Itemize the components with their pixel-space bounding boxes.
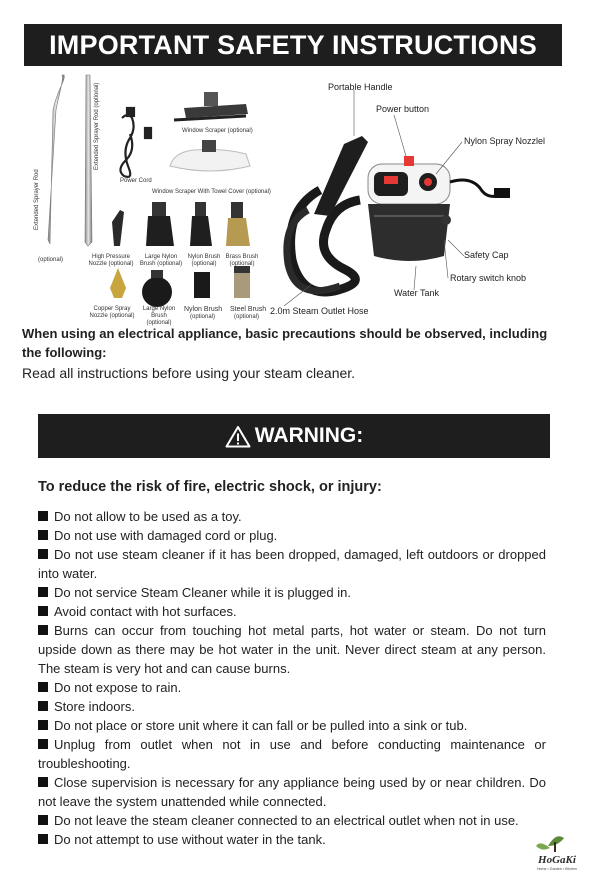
list-item: Do not service Steam Cleaner while it is plugged in. (38, 583, 546, 602)
svg-text:HoGaKi: HoGaKi (538, 854, 576, 866)
nylon-brush-bottom-optional: (optional) (190, 314, 216, 320)
list-item: Store indoors. (38, 697, 546, 716)
power-cord-illustration (120, 108, 151, 177)
extended-sprayer-rod-label: Extended Sprayer Rod (34, 169, 40, 230)
bullet-square-icon (38, 606, 48, 616)
list-item: Do not attempt to use without water in the tank. (38, 830, 546, 849)
bullet-square-icon (38, 720, 48, 730)
warning-banner (38, 414, 550, 458)
portable-handle-callout: Portable Handle (328, 82, 393, 92)
intro-plain-text: Read all instructions before using your steam cleaner. (22, 365, 356, 381)
nylon-brush-bottom-label: Nylon Brush (184, 306, 223, 313)
precaution-list (38, 507, 546, 849)
nylon-brush-top-label: Nylon Brush (optional) (187, 254, 221, 267)
list-item: Do not use steam cleaner if it has been dropped, damaged, left outdoors or dropped into water. (38, 547, 546, 581)
steam-outlet-hose-callout: 2.0m Steam Outlet Hose (270, 306, 369, 316)
product-diagram (24, 70, 564, 326)
nylon-spray-nozzle-callout: Nylon Spray Nozzlel (464, 136, 546, 146)
list-item: Burns can occur from touching hot metal parts, hot water or steam. Do not turn upside down as there may be hot water in the unit. Never direct steam at any person. The steam is very hot and can cause burns. (38, 623, 546, 676)
svg-text:Home • Garden • Kitchen: Home • Garden • Kitchen (536, 867, 578, 871)
copper-spray-nozzle-label: Copper Spray Nozzle (optional) (89, 306, 135, 319)
window-scraper-towel-illustration (170, 140, 250, 171)
power-cord-label: Power Cord (120, 178, 152, 184)
brand-logo (532, 832, 582, 874)
power-button-callout: Power button (376, 104, 430, 114)
window-scraper-towel-label: Window Scraper With Towel Cover (optional) (152, 189, 271, 195)
bullet-square-icon (38, 682, 48, 692)
intro-text (22, 324, 570, 383)
bullet-square-icon (38, 739, 48, 749)
window-scraper-label: Window Scraper (optional) (182, 128, 253, 134)
list-item: Close supervision is necessary for any appliance being used by or near children. Do not leave the system unattended while connected. (38, 775, 546, 809)
extended-sprayer-rod-2-label: Extended Sprayer Rod (optional) (94, 82, 100, 170)
page-title: IMPORTANT SAFETY INSTRUCTIONS (49, 29, 537, 60)
steam-cleaner-illustration (287, 136, 510, 292)
list-item: Avoid contact with hot surfaces. (38, 602, 546, 621)
brass-brush-top-label: Brass Brush (optional) (225, 254, 259, 267)
risk-heading: To reduce the risk of fire, electric shock, or injury: (38, 479, 382, 495)
large-nylon-brush-bottom-label: Large Nylon Brush (optional) (142, 306, 176, 326)
bullet-square-icon (38, 530, 48, 540)
accessory-row-top (112, 202, 250, 246)
list-item: Unplug from outlet when not in use and before conducting maintenance or troubleshooting. (38, 737, 546, 771)
bullet-square-icon (38, 777, 48, 787)
title-banner (24, 24, 562, 66)
warning-label: WARNING: (254, 424, 364, 447)
accessory-row-bottom (110, 266, 250, 307)
list-item: Do not leave the steam cleaner connected to an electrical outlet when not in use. (38, 811, 546, 830)
extended-sprayer-rod-illustration (48, 75, 92, 246)
high-pressure-nozzle-label: High Pressure Nozzle (optional) (88, 254, 134, 267)
warning-triangle-icon (225, 425, 251, 448)
large-nylon-brush-top-label: Large Nylon Brush (optional) (139, 254, 183, 267)
intro-bold-text: When using an electrical appliance, basic precautions should be observed, including the following: (22, 326, 548, 360)
bullet-square-icon (38, 625, 48, 635)
bullet-square-icon (38, 701, 48, 711)
list-item: Do not expose to rain. (38, 678, 546, 697)
steel-brush-bottom-label: Steel Brush (230, 306, 267, 313)
list-item: Do not place or store unit where it can fall or be pulled into a sink or tub. (38, 716, 546, 735)
bullet-square-icon (38, 834, 48, 844)
bullet-square-icon (38, 587, 48, 597)
steel-brush-bottom-optional: (optional) (234, 314, 260, 320)
window-scraper-illustration (174, 92, 248, 120)
safety-cap-callout: Safety Cap (464, 250, 509, 260)
bullet-square-icon (38, 511, 48, 521)
hogaki-logo-icon (532, 832, 582, 874)
list-item: Do not use with damaged cord or plug. (38, 526, 546, 545)
extended-sprayer-rod-optional-label: (optional) (38, 257, 64, 263)
bullet-square-icon (38, 549, 48, 559)
rotary-switch-knob-callout: Rotary switch knob (450, 273, 527, 283)
list-item: Do not allow to be used as a toy. (38, 507, 546, 526)
bullet-square-icon (38, 815, 48, 825)
water-tank-callout: Water Tank (394, 288, 440, 298)
product-illustration (24, 70, 564, 322)
